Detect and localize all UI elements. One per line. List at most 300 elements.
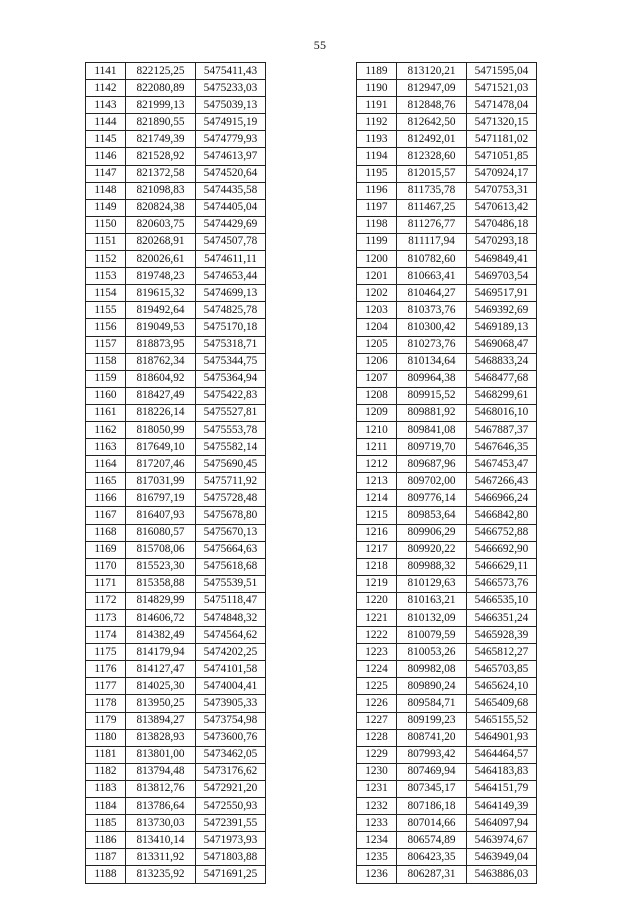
table-row [357, 387, 537, 404]
table-row [357, 80, 537, 97]
table-row [357, 729, 537, 746]
y-coordinate-cell: 5474507,78 [196, 233, 266, 250]
table-row [86, 644, 266, 661]
y-coordinate-cell: 5471478,04 [467, 97, 537, 114]
x-coordinate-cell: 809906,29 [397, 524, 467, 541]
x-coordinate-cell: 818604,92 [126, 370, 196, 387]
y-coordinate-cell: 5464097,94 [467, 815, 537, 832]
x-coordinate-cell: 814606,72 [126, 610, 196, 627]
x-coordinate-cell: 822080,89 [126, 80, 196, 97]
table-row [357, 353, 537, 370]
coordinate-table-right [356, 62, 537, 884]
x-coordinate-cell: 810663,41 [397, 268, 467, 285]
point-number-cell: 1190 [357, 80, 397, 97]
table-row [86, 319, 266, 336]
table-row [357, 780, 537, 797]
point-number-cell: 1166 [86, 490, 126, 507]
y-coordinate-cell: 5470293,18 [467, 233, 537, 250]
y-coordinate-cell: 5474779,93 [196, 131, 266, 148]
table-row [357, 644, 537, 661]
x-coordinate-cell: 810079,59 [397, 627, 467, 644]
y-coordinate-cell: 5468833,24 [467, 353, 537, 370]
x-coordinate-cell: 812328,60 [397, 148, 467, 165]
table-row [86, 832, 266, 849]
table-row [86, 251, 266, 268]
table-row [357, 507, 537, 524]
table-row [357, 763, 537, 780]
x-coordinate-cell: 806423,35 [397, 849, 467, 866]
point-number-cell: 1173 [86, 610, 126, 627]
table-row [357, 148, 537, 165]
point-number-cell: 1221 [357, 610, 397, 627]
y-coordinate-cell: 5474611,11 [196, 251, 266, 268]
point-number-cell: 1194 [357, 148, 397, 165]
point-number-cell: 1206 [357, 353, 397, 370]
point-number-cell: 1184 [86, 798, 126, 815]
point-number-cell: 1143 [86, 97, 126, 114]
x-coordinate-cell: 820026,61 [126, 251, 196, 268]
table-row [86, 199, 266, 216]
x-coordinate-cell: 810373,76 [397, 302, 467, 319]
table-row [86, 866, 266, 883]
y-coordinate-cell: 5465812,27 [467, 644, 537, 661]
table-row [357, 832, 537, 849]
point-number-cell: 1229 [357, 746, 397, 763]
y-coordinate-cell: 5475711,92 [196, 473, 266, 490]
y-coordinate-cell: 5467887,37 [467, 421, 537, 438]
x-coordinate-cell: 821098,83 [126, 182, 196, 199]
x-coordinate-cell: 821999,13 [126, 97, 196, 114]
x-coordinate-cell: 810782,60 [397, 251, 467, 268]
table-row [357, 849, 537, 866]
table-row [86, 182, 266, 199]
table-row [86, 575, 266, 592]
point-number-cell: 1233 [357, 815, 397, 832]
point-number-cell: 1178 [86, 695, 126, 712]
y-coordinate-cell: 5475344,75 [196, 353, 266, 370]
point-number-cell: 1142 [86, 80, 126, 97]
y-coordinate-cell: 5468477,68 [467, 370, 537, 387]
y-coordinate-cell: 5466842,80 [467, 507, 537, 524]
point-number-cell: 1217 [357, 541, 397, 558]
x-coordinate-cell: 811467,25 [397, 199, 467, 216]
point-number-cell: 1202 [357, 285, 397, 302]
x-coordinate-cell: 812848,76 [397, 97, 467, 114]
x-coordinate-cell: 809687,96 [397, 456, 467, 473]
table-row [357, 421, 537, 438]
y-coordinate-cell: 5474915,19 [196, 114, 266, 131]
table-row [357, 370, 537, 387]
table-row [86, 148, 266, 165]
x-coordinate-cell: 813786,64 [126, 798, 196, 815]
point-number-cell: 1182 [86, 763, 126, 780]
point-number-cell: 1216 [357, 524, 397, 541]
table-row [86, 404, 266, 421]
y-coordinate-cell: 5471521,03 [467, 80, 537, 97]
x-coordinate-cell: 809584,71 [397, 695, 467, 712]
point-number-cell: 1220 [357, 592, 397, 609]
y-coordinate-cell: 5471691,25 [196, 866, 266, 883]
table-row [86, 302, 266, 319]
table-row [86, 695, 266, 712]
point-number-cell: 1210 [357, 421, 397, 438]
x-coordinate-cell: 815358,88 [126, 575, 196, 592]
x-coordinate-cell: 812947,09 [397, 80, 467, 97]
point-number-cell: 1234 [357, 832, 397, 849]
y-coordinate-cell: 5474405,04 [196, 199, 266, 216]
point-number-cell: 1165 [86, 473, 126, 490]
y-coordinate-cell: 5469068,47 [467, 336, 537, 353]
point-number-cell: 1185 [86, 815, 126, 832]
x-coordinate-cell: 816797,19 [126, 490, 196, 507]
point-number-cell: 1189 [357, 63, 397, 80]
table-row [86, 627, 266, 644]
y-coordinate-cell: 5472550,93 [196, 798, 266, 815]
table-row [357, 490, 537, 507]
table-row [86, 849, 266, 866]
x-coordinate-cell: 809920,22 [397, 541, 467, 558]
point-number-cell: 1154 [86, 285, 126, 302]
y-coordinate-cell: 5474101,58 [196, 661, 266, 678]
point-number-cell: 1161 [86, 404, 126, 421]
x-coordinate-cell: 813801,00 [126, 746, 196, 763]
point-number-cell: 1188 [86, 866, 126, 883]
table-row [86, 610, 266, 627]
point-number-cell: 1158 [86, 353, 126, 370]
x-coordinate-cell: 809988,32 [397, 558, 467, 575]
point-number-cell: 1215 [357, 507, 397, 524]
x-coordinate-cell: 818226,14 [126, 404, 196, 421]
point-number-cell: 1205 [357, 336, 397, 353]
x-coordinate-cell: 809853,64 [397, 507, 467, 524]
point-number-cell: 1195 [357, 165, 397, 182]
point-number-cell: 1222 [357, 627, 397, 644]
table-row [357, 114, 537, 131]
point-number-cell: 1144 [86, 114, 126, 131]
table-row [86, 592, 266, 609]
y-coordinate-cell: 5473754,98 [196, 712, 266, 729]
x-coordinate-cell: 813950,25 [126, 695, 196, 712]
table-row [357, 610, 537, 627]
point-number-cell: 1183 [86, 780, 126, 797]
point-number-cell: 1228 [357, 729, 397, 746]
x-coordinate-cell: 809199,23 [397, 712, 467, 729]
y-coordinate-cell: 5465928,39 [467, 627, 537, 644]
y-coordinate-cell: 5466629,11 [467, 558, 537, 575]
table-row [357, 746, 537, 763]
point-number-cell: 1199 [357, 233, 397, 250]
table-row [86, 661, 266, 678]
y-coordinate-cell: 5464149,39 [467, 798, 537, 815]
x-coordinate-cell: 807993,42 [397, 746, 467, 763]
x-coordinate-cell: 809702,00 [397, 473, 467, 490]
y-coordinate-cell: 5471051,85 [467, 148, 537, 165]
point-number-cell: 1201 [357, 268, 397, 285]
table-row [357, 558, 537, 575]
y-coordinate-cell: 5465409,68 [467, 695, 537, 712]
point-number-cell: 1211 [357, 439, 397, 456]
point-number-cell: 1170 [86, 558, 126, 575]
point-number-cell: 1227 [357, 712, 397, 729]
table-row [357, 541, 537, 558]
x-coordinate-cell: 813730,03 [126, 815, 196, 832]
table-row [357, 575, 537, 592]
table-row [86, 524, 266, 541]
table-row [86, 165, 266, 182]
point-number-cell: 1149 [86, 199, 126, 216]
point-number-cell: 1164 [86, 456, 126, 473]
x-coordinate-cell: 815708,06 [126, 541, 196, 558]
y-coordinate-cell: 5475582,14 [196, 439, 266, 456]
point-number-cell: 1145 [86, 131, 126, 148]
x-coordinate-cell: 821890,55 [126, 114, 196, 131]
point-number-cell: 1191 [357, 97, 397, 114]
table-row [357, 798, 537, 815]
point-number-cell: 1148 [86, 182, 126, 199]
table-row [86, 815, 266, 832]
point-number-cell: 1203 [357, 302, 397, 319]
x-coordinate-cell: 812492,01 [397, 131, 467, 148]
table-row [86, 473, 266, 490]
table-row [357, 524, 537, 541]
y-coordinate-cell: 5475664,63 [196, 541, 266, 558]
point-number-cell: 1226 [357, 695, 397, 712]
x-coordinate-cell: 809964,38 [397, 370, 467, 387]
x-coordinate-cell: 807186,18 [397, 798, 467, 815]
y-coordinate-cell: 5467266,43 [467, 473, 537, 490]
y-coordinate-cell: 5469392,69 [467, 302, 537, 319]
x-coordinate-cell: 806287,31 [397, 866, 467, 883]
x-coordinate-cell: 813894,27 [126, 712, 196, 729]
y-coordinate-cell: 5474825,78 [196, 302, 266, 319]
y-coordinate-cell: 5464183,83 [467, 763, 537, 780]
y-coordinate-cell: 5466752,88 [467, 524, 537, 541]
point-number-cell: 1231 [357, 780, 397, 797]
table-row [86, 456, 266, 473]
y-coordinate-cell: 5471320,15 [467, 114, 537, 131]
x-coordinate-cell: 819748,23 [126, 268, 196, 285]
table-row [86, 780, 266, 797]
x-coordinate-cell: 809915,52 [397, 387, 467, 404]
y-coordinate-cell: 5474699,13 [196, 285, 266, 302]
y-coordinate-cell: 5470924,17 [467, 165, 537, 182]
x-coordinate-cell: 806574,89 [397, 832, 467, 849]
y-coordinate-cell: 5475318,71 [196, 336, 266, 353]
x-coordinate-cell: 810053,26 [397, 644, 467, 661]
point-number-cell: 1177 [86, 678, 126, 695]
x-coordinate-cell: 813120,21 [397, 63, 467, 80]
table-row [357, 404, 537, 421]
point-number-cell: 1141 [86, 63, 126, 80]
x-coordinate-cell: 819492,64 [126, 302, 196, 319]
x-coordinate-cell: 813828,93 [126, 729, 196, 746]
y-coordinate-cell: 5464464,57 [467, 746, 537, 763]
table-row [86, 370, 266, 387]
point-number-cell: 1192 [357, 114, 397, 131]
y-coordinate-cell: 5475422,83 [196, 387, 266, 404]
point-number-cell: 1223 [357, 644, 397, 661]
y-coordinate-cell: 5475618,68 [196, 558, 266, 575]
y-coordinate-cell: 5467646,35 [467, 439, 537, 456]
y-coordinate-cell: 5474004,41 [196, 678, 266, 695]
x-coordinate-cell: 813410,14 [126, 832, 196, 849]
y-coordinate-cell: 5465703,85 [467, 661, 537, 678]
x-coordinate-cell: 820824,38 [126, 199, 196, 216]
table-row [357, 131, 537, 148]
point-number-cell: 1196 [357, 182, 397, 199]
y-coordinate-cell: 5473600,76 [196, 729, 266, 746]
point-number-cell: 1147 [86, 165, 126, 182]
table-row [357, 165, 537, 182]
x-coordinate-cell: 814127,47 [126, 661, 196, 678]
point-number-cell: 1180 [86, 729, 126, 746]
y-coordinate-cell: 5475039,13 [196, 97, 266, 114]
table-row [86, 507, 266, 524]
x-coordinate-cell: 814179,94 [126, 644, 196, 661]
x-coordinate-cell: 809841,08 [397, 421, 467, 438]
x-coordinate-cell: 816080,57 [126, 524, 196, 541]
y-coordinate-cell: 5474429,69 [196, 216, 266, 233]
table-row [357, 712, 537, 729]
y-coordinate-cell: 5474435,58 [196, 182, 266, 199]
y-coordinate-cell: 5464901,93 [467, 729, 537, 746]
x-coordinate-cell: 821372,58 [126, 165, 196, 182]
point-number-cell: 1218 [357, 558, 397, 575]
point-number-cell: 1208 [357, 387, 397, 404]
point-number-cell: 1146 [86, 148, 126, 165]
x-coordinate-cell: 818427,49 [126, 387, 196, 404]
table-row [357, 251, 537, 268]
x-coordinate-cell: 818050,99 [126, 421, 196, 438]
y-coordinate-cell: 5463949,04 [467, 849, 537, 866]
y-coordinate-cell: 5474848,32 [196, 610, 266, 627]
table-row [86, 336, 266, 353]
table-row [357, 439, 537, 456]
table-row [357, 285, 537, 302]
y-coordinate-cell: 5468016,10 [467, 404, 537, 421]
y-coordinate-cell: 5475553,78 [196, 421, 266, 438]
table-row [357, 268, 537, 285]
point-number-cell: 1225 [357, 678, 397, 695]
x-coordinate-cell: 809982,08 [397, 661, 467, 678]
table-row [357, 302, 537, 319]
x-coordinate-cell: 813235,92 [126, 866, 196, 883]
table-row [86, 421, 266, 438]
table-row [86, 729, 266, 746]
x-coordinate-cell: 817031,99 [126, 473, 196, 490]
y-coordinate-cell: 5471803,88 [196, 849, 266, 866]
x-coordinate-cell: 807014,66 [397, 815, 467, 832]
table-row [86, 763, 266, 780]
x-coordinate-cell: 811117,94 [397, 233, 467, 250]
page-number: 55 [313, 38, 327, 52]
x-coordinate-cell: 815523,30 [126, 558, 196, 575]
point-number-cell: 1179 [86, 712, 126, 729]
x-coordinate-cell: 810134,64 [397, 353, 467, 370]
x-coordinate-cell: 822125,25 [126, 63, 196, 80]
y-coordinate-cell: 5475670,13 [196, 524, 266, 541]
y-coordinate-cell: 5475233,03 [196, 80, 266, 97]
x-coordinate-cell: 809776,14 [397, 490, 467, 507]
y-coordinate-cell: 5469849,41 [467, 251, 537, 268]
x-coordinate-cell: 820603,75 [126, 216, 196, 233]
x-coordinate-cell: 813812,76 [126, 780, 196, 797]
point-number-cell: 1160 [86, 387, 126, 404]
table-row [86, 80, 266, 97]
y-coordinate-cell: 5471973,93 [196, 832, 266, 849]
point-number-cell: 1171 [86, 575, 126, 592]
table-row [86, 558, 266, 575]
y-coordinate-cell: 5474653,44 [196, 268, 266, 285]
point-number-cell: 1150 [86, 216, 126, 233]
x-coordinate-cell: 811276,77 [397, 216, 467, 233]
x-coordinate-cell: 807469,94 [397, 763, 467, 780]
y-coordinate-cell: 5466535,10 [467, 592, 537, 609]
x-coordinate-cell: 819049,53 [126, 319, 196, 336]
point-number-cell: 1172 [86, 592, 126, 609]
table-row [357, 592, 537, 609]
y-coordinate-cell: 5465155,52 [467, 712, 537, 729]
y-coordinate-cell: 5474520,64 [196, 165, 266, 182]
y-coordinate-cell: 5472391,55 [196, 815, 266, 832]
point-number-cell: 1198 [357, 216, 397, 233]
y-coordinate-cell: 5466351,24 [467, 610, 537, 627]
y-coordinate-cell: 5468299,61 [467, 387, 537, 404]
table-row [86, 353, 266, 370]
table-row [86, 216, 266, 233]
x-coordinate-cell: 810132,09 [397, 610, 467, 627]
table-row [86, 233, 266, 250]
table-row [86, 285, 266, 302]
point-number-cell: 1153 [86, 268, 126, 285]
y-coordinate-cell: 5466573,76 [467, 575, 537, 592]
y-coordinate-cell: 5465624,10 [467, 678, 537, 695]
table-row [357, 63, 537, 80]
y-coordinate-cell: 5469189,13 [467, 319, 537, 336]
point-number-cell: 1197 [357, 199, 397, 216]
coordinate-table-left [85, 62, 266, 884]
table-row [357, 678, 537, 695]
x-coordinate-cell: 817207,46 [126, 456, 196, 473]
point-number-cell: 1204 [357, 319, 397, 336]
point-number-cell: 1157 [86, 336, 126, 353]
y-coordinate-cell: 5475411,43 [196, 63, 266, 80]
point-number-cell: 1236 [357, 866, 397, 883]
y-coordinate-cell: 5474202,25 [196, 644, 266, 661]
y-coordinate-cell: 5471181,02 [467, 131, 537, 148]
point-number-cell: 1207 [357, 370, 397, 387]
table-row [357, 627, 537, 644]
y-coordinate-cell: 5466966,24 [467, 490, 537, 507]
table-row [357, 319, 537, 336]
point-number-cell: 1152 [86, 251, 126, 268]
x-coordinate-cell: 820268,91 [126, 233, 196, 250]
table-row [357, 233, 537, 250]
table-row [357, 182, 537, 199]
x-coordinate-cell: 812642,50 [397, 114, 467, 131]
table-row [86, 541, 266, 558]
y-coordinate-cell: 5474564,62 [196, 627, 266, 644]
table-row [357, 866, 537, 883]
x-coordinate-cell: 808741,20 [397, 729, 467, 746]
point-number-cell: 1213 [357, 473, 397, 490]
table-row [86, 746, 266, 763]
y-coordinate-cell: 5470613,42 [467, 199, 537, 216]
table-row [86, 490, 266, 507]
x-coordinate-cell: 813311,92 [126, 849, 196, 866]
table-row [357, 695, 537, 712]
y-coordinate-cell: 5464151,79 [467, 780, 537, 797]
